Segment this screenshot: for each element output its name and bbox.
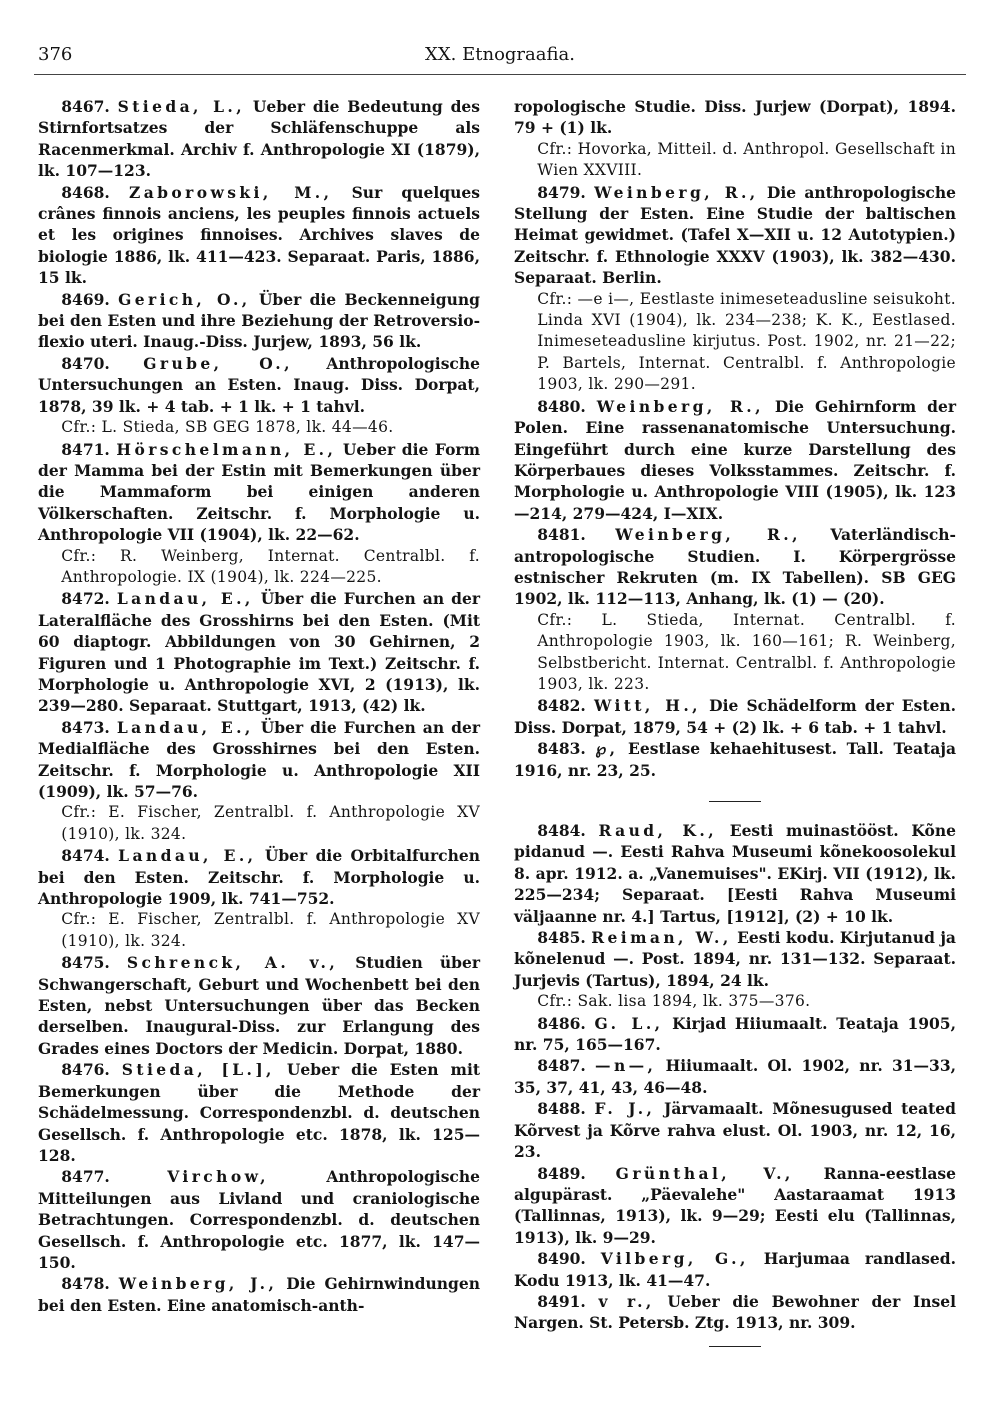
entry-number: 8475.	[61, 953, 127, 973]
entry-reference: Cfr.: R. Weinberg, Internat. Centralbl. f. Anthropologie. IX (1904), lk. 224—225.	[61, 546, 480, 586]
entry-author: Reiman, W.,	[591, 928, 732, 948]
entry-author: Gerich, O.,	[118, 289, 251, 309]
right-column	[514, 96, 956, 1361]
bibliography-entry	[38, 289, 480, 353]
entry-author: Hörschelmann, E.,	[116, 439, 337, 459]
entry-number: 8473.	[61, 717, 117, 737]
entry-number: 8477.	[61, 1167, 168, 1187]
bibliography-entry	[514, 738, 956, 781]
bibliography-entry	[514, 396, 956, 524]
bibliography-entry	[38, 1273, 480, 1316]
entry-continuation: ropologische Studie. Diss. Jurjew (Dorpat), 1894. 79 + (1) lk.	[514, 97, 956, 138]
entry-text: Die Gehirnwindungen bei den Esten. Eine anatomisch-anth-	[38, 1274, 480, 1315]
entry-number: 8490.	[537, 1249, 601, 1269]
entry-reference: Cfr.: E. Fischer, Zentralbl. f. Anthropologie XV (1910), lk. 324.	[61, 910, 480, 950]
entry-number: 8481.	[537, 525, 616, 545]
entry-number: 8487.	[537, 1056, 596, 1076]
entry-text: Ueber die Bewohner der Insel Nargen. St. Petersb. Ztg. 1913, nr. 309.	[514, 1291, 956, 1333]
entry-number: 8484.	[537, 821, 599, 840]
bibliography-entry	[514, 1163, 956, 1249]
bibliography-entry	[38, 1059, 480, 1166]
entry-author: Zaborowski, M.,	[128, 182, 333, 202]
entry-author: Weinberg, J.,	[118, 1274, 278, 1294]
entry-text: Ueber die Esten mit Bemerkungen über die Methode der Schädelmessung. Correspondenzbl. d. deutschen Gesellsch. f. Anthropologie etc. 1878, lk. 125—128.	[38, 1060, 480, 1165]
bibliography-entry	[38, 353, 480, 417]
entry-number: 8478.	[61, 1274, 119, 1294]
bibliography-entry	[514, 1013, 956, 1056]
entry-text: Studien über Schwangerschaft, Geburt und Wochenbett bei den Esten, nebst Untersuchungen über das Becken derselben. Inaugural-Diss. zur Erlangung des Grades eines Doctors der Medicin. Dorpat, 1880.	[38, 953, 480, 1058]
entry-number: 8479.	[537, 182, 595, 202]
entry-number: 8488.	[537, 1099, 595, 1119]
entry-number: 8471.	[61, 439, 117, 459]
bibliography-entry	[514, 524, 956, 610]
entry-author: Raud, K.,	[598, 821, 718, 840]
entry-author: Schrenck, A. v.,	[126, 953, 339, 973]
entry-author: Landau, E.,	[116, 717, 254, 737]
entry-text: Vaterländisch-antropologische Studien. I. Körpergrösse estnischer Rekruten (m. IX Tabellen). SB GEG 1902, lk. 112—113, Anhang, lk. (1) — (20).	[514, 525, 956, 609]
left-column	[38, 96, 480, 1316]
bibliography-entry	[514, 1055, 956, 1098]
entry-text: Harjumaa randlased. Kodu 1913, lk. 41—47.	[514, 1249, 956, 1290]
entry-author: Landau, E.,	[116, 589, 254, 609]
entry-number: 8485.	[537, 928, 592, 948]
entry-text: Über die Beckenneigung bei den Esten und ihre Beziehung der Retroversio-flexio uteri. Inaug.-Diss. Jurjew, 1893, 56 lk.	[38, 289, 480, 352]
entry-text: Ranna-eestlase algupärast. „Päevalehe" Aastaraamat 1913 (Tallinnas, 1913), lk. 9—29; Eesti elu (Tallinnas, 1913), lk. 9—29.	[514, 1163, 956, 1247]
entry-reference: Cfr.: L. Stieda, SB GEG 1878, lk. 44—46.	[61, 418, 394, 437]
bibliography-entry	[38, 952, 480, 1059]
entry-number: 8491.	[537, 1291, 599, 1311]
section-divider	[709, 1346, 761, 1347]
entry-number: 8474.	[61, 846, 119, 866]
entry-author: Weinberg, R.,	[596, 396, 764, 416]
bibliography-entry	[514, 820, 956, 927]
page-number: 376	[38, 44, 73, 65]
entry-reference: Cfr.: Sak. lisa 1894, lk. 375—376.	[537, 992, 811, 1011]
entry-number: 8483.	[537, 739, 596, 759]
bibliography-entry	[38, 1166, 480, 1273]
bibliography-entry	[38, 182, 480, 289]
entry-text: Über die Furchen an der Medialfläche des Grosshirnes bei den Esten. Zeitschr. f. Morphologie u. Anthropologie XII (1909), lk. 57—76.	[38, 717, 480, 801]
entry-text: Kirjad Hiiumaalt. Teataja 1905, nr. 75, 165—167.	[514, 1013, 956, 1055]
entry-number: 8467.	[61, 97, 118, 116]
entry-number: 8476.	[61, 1060, 122, 1080]
running-title: XX. Etnograafia.	[425, 44, 575, 65]
entry-number: 8489.	[537, 1163, 616, 1183]
entry-author: G. L.,	[594, 1013, 664, 1033]
bibliography-entry	[38, 588, 480, 716]
entry-reference: Cfr.: Hovorka, Mitteil. d. Anthropol. Gesellschaft in Wien XXVIII.	[537, 139, 956, 180]
entry-text: Eesti kodu. Kirjutanud ja kõnelenud —. Post. 1894, nr. 131—132. Separaat. Jurjevis (Tartus), 1894, 24 lk.	[514, 928, 956, 990]
entry-text: Järvamaalt. Mõnesugused teated Kõrvest ja Kõrve rahva elust. Ol. 1903, nr. 12, 16, 23.	[514, 1099, 957, 1162]
entry-text: Ueber die Bedeutung des Stirnfortsatzes der Schläfenschuppe als Racenmerkmal. Archiv f. Anthropologie XI (1879), lk. 107—123.	[38, 97, 481, 181]
entry-author: Weinberg, R.,	[594, 182, 759, 202]
bibliography-entry	[514, 927, 956, 991]
bibliography-entry	[514, 1098, 956, 1162]
entry-author: F. J.,	[594, 1099, 656, 1119]
entry-text: Ueber die Form der Mamma bei der Estin mit Bemerkungen über die Mammaform bei einigen anderen Völkerschaften. Zeitschr. f. Morphologie u. Anthropologie VII (1904), lk. 22—62.	[38, 439, 480, 545]
entry-text: Anthropologische Untersuchungen an Esten. Inaug. Diss. Dorpat, 1878, 39 lk. + 4 tab. + 1 lk. + 1 tahvl.	[38, 353, 480, 416]
entry-text: Eestlase kehaehitusest. Tall. Teataja 1916, nr. 23, 25.	[514, 739, 956, 780]
entry-text: Sur quelques crânes finnois anciens, les peuples finnois actuels et les origines finnoises. Archives slaves de biologie 1886, lk. 411—423. Separaat. Paris, 1886, 15 lk.	[38, 182, 480, 288]
entry-author: Weinberg, R.,	[615, 525, 801, 545]
entry-author: Grube, O.,	[143, 353, 293, 373]
header-rule	[34, 74, 966, 75]
bibliography-entry	[38, 439, 480, 546]
entry-number: 8468.	[61, 182, 129, 202]
bibliography-entry	[514, 695, 956, 738]
entry-author: —n—,	[595, 1056, 657, 1076]
entry-text: Die Gehirnform der Polen. Eine rassenanatomische Untersuchung. Eingeführt durch eine kurze Darstellung des Körperbaues dieses Volksstammes. Zeitschr. f. Morphologie u. Anthropologie VIII (1905), lk. 123—214, 279—424, I—XIX.	[514, 396, 956, 523]
entry-text: Die Schädelform der Esten. Diss. Dorpat, 1879, 54 + (2) lk. + 6 tab. + 1 tahvl.	[514, 696, 956, 737]
entry-text: Anthropologische Mitteilungen aus Livland und craniologische Betrachtungen. Correspondenzbl. d. deutschen Gesellsch. f. Anthropologie etc. 1877, lk. 147—150.	[38, 1167, 480, 1272]
entry-author: ℘,	[595, 739, 619, 759]
entry-number: 8470.	[61, 353, 144, 373]
entry-author: Witt, H.,	[593, 696, 701, 716]
bibliography-entry	[38, 96, 480, 182]
entry-number: 8472.	[61, 589, 117, 609]
bibliography-entry	[38, 845, 480, 909]
entry-author: Virchow,	[167, 1167, 269, 1187]
section-divider	[709, 801, 761, 802]
entry-reference: Cfr.: E. Fischer, Zentralbl. f. Anthropologie XV (1910), lk. 324.	[61, 803, 480, 843]
entry-number: 8486.	[537, 1013, 595, 1033]
entry-reference: Cfr.: L. Stieda, Internat. Centralbl. f. Anthropologie 1903, lk. 160—161; R. Weinberg, Selbstbericht. Internat. Centralbl. f. Anthropologie 1903, lk. 223.	[537, 610, 956, 693]
bibliography-entry	[514, 1291, 956, 1334]
entry-number: 8482.	[537, 696, 594, 716]
entry-author: Landau, E.,	[118, 846, 257, 866]
entry-text: Über die Orbitalfurchen bei den Esten. Zeitschr. f. Morphologie u. Anthropologie 1909, lk. 741—752.	[38, 846, 480, 909]
bibliography-entry	[38, 717, 480, 803]
page-header	[38, 44, 962, 72]
bibliography-entry	[514, 182, 956, 289]
entry-text: Hiiumaalt. Ol. 1902, nr. 31—33, 35, 37, 41, 43, 46—48.	[514, 1056, 957, 1097]
entry-text: Eesti muinastööst. Kõne pidanud —. Eesti Rahva Museumi kõnekoosolekul 8. apr. 1912. a. „Vanemuises". EKirj. VII (1912), lk. 225—234; Separaat. [Eesti Rahva Museumi väljaanne nr. 4.] Tartus, [1912], (2) + 10 lk.	[514, 821, 956, 926]
entry-number: 8480.	[537, 396, 597, 416]
bibliography-entry	[514, 1248, 956, 1291]
entry-number: 8469.	[61, 289, 119, 309]
entry-author: Stieda, L.,	[117, 97, 246, 116]
entry-text: Die anthropologische Stellung der Esten. Eine Studie der baltischen Heimat gewidmet. (Tafel X—XII u. 12 Autotypien.) Zeitschr. f. Ethnologie XXXV (1903), lk. 382—430. Separaat. Berlin.	[514, 182, 957, 288]
entry-author: Grünthal, V.,	[615, 1163, 794, 1183]
entry-reference: Cfr.: —e i—, Eestlaste inimeseteadusline seisukoht. Linda XVI (1904), lk. 234—238; K. K., Eestlased. Inimeseteadusline kirjutus. Post. 1902, nr. 21—22; P. Bartels, Internat. Centralbl. f. Anthropologie 1903, lk. 290—291.	[537, 289, 956, 394]
entry-author: Stieda, [L.],	[121, 1060, 275, 1080]
entry-author: v r.,	[598, 1291, 655, 1311]
entry-author: Vilberg, G.,	[600, 1249, 749, 1269]
entry-text: Über die Furchen an der Lateralfläche des Grosshirns bei den Esten. (Mit 60 diaptogr. Abbildungen von 30 Gehirnen, 2 Figuren und 1 Photographie im Text.) Zeitschr. f. Morphologie u. Anthropologie XVI, 2 (1913), lk. 239—280. Separaat. Stuttgart, 1913, (42) lk.	[38, 589, 480, 716]
